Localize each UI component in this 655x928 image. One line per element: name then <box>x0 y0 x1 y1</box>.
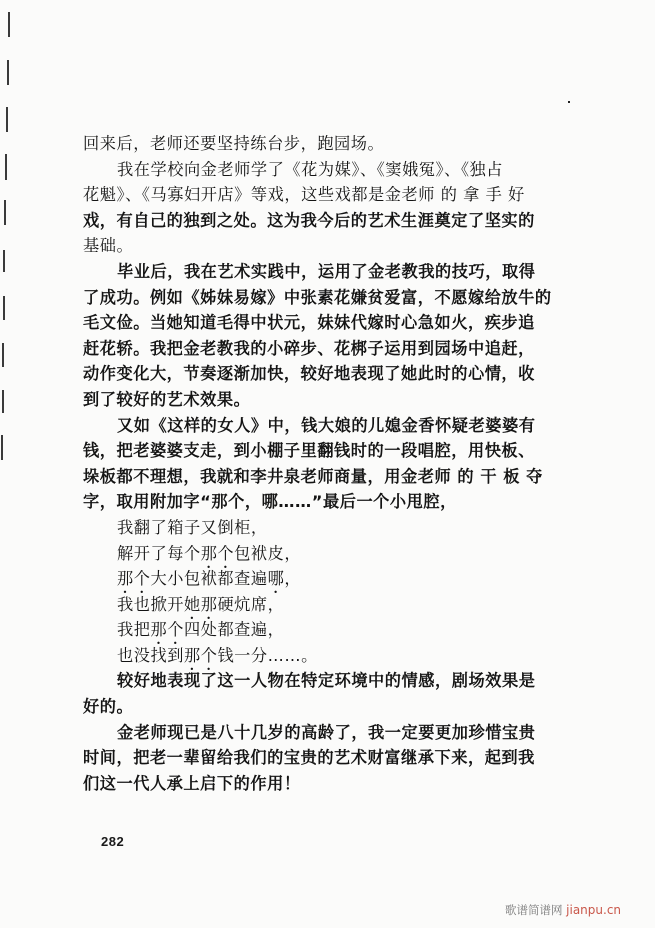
paragraph-line: 较好地表现了这一人物在特定环境中的情感，剧场效果是 <box>117 671 536 691</box>
lyrics-block <box>83 515 555 669</box>
binding-mark <box>5 154 7 180</box>
text: 我翻了箱子又倒柜， <box>117 517 268 537</box>
emphasized-text: 那个 <box>150 620 184 640</box>
binding-mark <box>6 107 8 132</box>
paragraph-line: 动作变化大，节奏逐渐加快，较好地表现了她此时的心情，收 <box>83 364 535 384</box>
page-body <box>83 131 555 796</box>
binding-mark <box>3 296 5 320</box>
text: 我把 <box>117 620 151 640</box>
paragraph-line <box>83 182 555 208</box>
text: 包袱皮， <box>234 543 302 563</box>
binding-mark <box>1 435 3 460</box>
text: 基础。 <box>83 236 134 256</box>
paragraph-line: 又如《这样的女人》中，钱大娘的儿媳金香怀疑老婆婆有 <box>117 415 536 435</box>
binding-mark <box>2 390 4 413</box>
binding-mark <box>7 60 9 85</box>
text: 我也掀开 <box>117 594 184 614</box>
paragraph-line: 时间，把老一辈留给我们的宝贵的艺术财富继承下来，起到我 <box>83 748 535 768</box>
paragraph-line: 赶花轿。我把金老教我的小碎步、花梆子运用到园场中追赶， <box>83 338 535 358</box>
text: 硬炕席， <box>217 594 285 614</box>
text: 大小包袱都查遍 <box>150 569 268 589</box>
paragraph-line: 字，取用附加字“那个，哪……”最后一个小甩腔， <box>83 492 457 512</box>
watermark-domain: jianpu.cn <box>566 903 622 917</box>
emphasized-text: 那个 <box>183 645 218 665</box>
text: 解开了每个 <box>117 543 201 563</box>
text: 钱一分……。 <box>217 645 318 665</box>
binding-mark <box>4 200 6 225</box>
paragraph-line: 戏，有自己的独到之处。这为我今后的艺术生涯奠定了坚实的 <box>83 210 535 230</box>
text: 也没找到 <box>117 645 184 665</box>
emphasized-text: 她那 <box>183 594 218 614</box>
binding-mark <box>2 343 4 367</box>
text: ， <box>284 569 302 589</box>
paragraph-line: 金老师现已是八十几岁的高龄了，我一定要更加珍惜宝贵 <box>117 722 536 742</box>
paragraph-line: 好的。 <box>83 697 134 717</box>
paragraph-line <box>83 131 555 157</box>
lyric-line <box>83 566 555 592</box>
paragraph-line: 垛板都不理想，我就和李井泉老师商量，用金老师 的 干 板 夺 <box>83 466 543 486</box>
paragraph-line: 到了较好的艺术效果。 <box>83 389 251 409</box>
text: 回来后，老师还要坚持练台步，跑园场。 <box>83 134 385 153</box>
paragraph-line: 们这一代人承上启下的作用！ <box>83 773 301 793</box>
lyric-line <box>83 617 555 643</box>
emphasized-text: 那个 <box>200 543 235 563</box>
lyric-line <box>83 592 555 618</box>
watermark <box>505 902 621 918</box>
watermark-site-name: 歌谱简谱网 <box>505 903 563 917</box>
binding-mark <box>8 12 10 37</box>
paragraph-line <box>83 157 555 183</box>
binding-mark <box>3 250 5 272</box>
page-number: 282 <box>101 834 125 849</box>
scan-speck <box>568 101 570 103</box>
paragraph-line: 钱，把老婆婆支走，到小棚子里翻钱时的一段唱腔，用快板、 <box>83 441 535 461</box>
text: 花魁》、《马寡妇开店》等戏，这些戏都是金老师 的 拿 手 好 <box>83 185 525 205</box>
emphasized-text: 哪 <box>267 569 285 589</box>
lyric-line <box>83 643 555 669</box>
text: 四处都查遍， <box>183 620 285 640</box>
text: 我在学校向金老师学了《花为媒》、《窦娥冤》、《独占 <box>117 159 504 179</box>
lyric-line <box>83 541 555 567</box>
lyric-line <box>83 515 555 541</box>
emphasized-text: 那个 <box>117 569 151 589</box>
paragraph-line: 毕业后，我在艺术实践中，运用了金老教我的技巧，取得 <box>117 261 536 281</box>
paragraph-line <box>83 233 555 259</box>
paragraph-line: 毛文俭。当她知道毛得中状元，妹妹代嫁时心急如火，疾步追 <box>83 313 535 333</box>
paragraph-line: 了成功。例如《姊妹易嫁》中张素花嫌贫爱富，不愿嫁给放牛的 <box>83 287 552 307</box>
